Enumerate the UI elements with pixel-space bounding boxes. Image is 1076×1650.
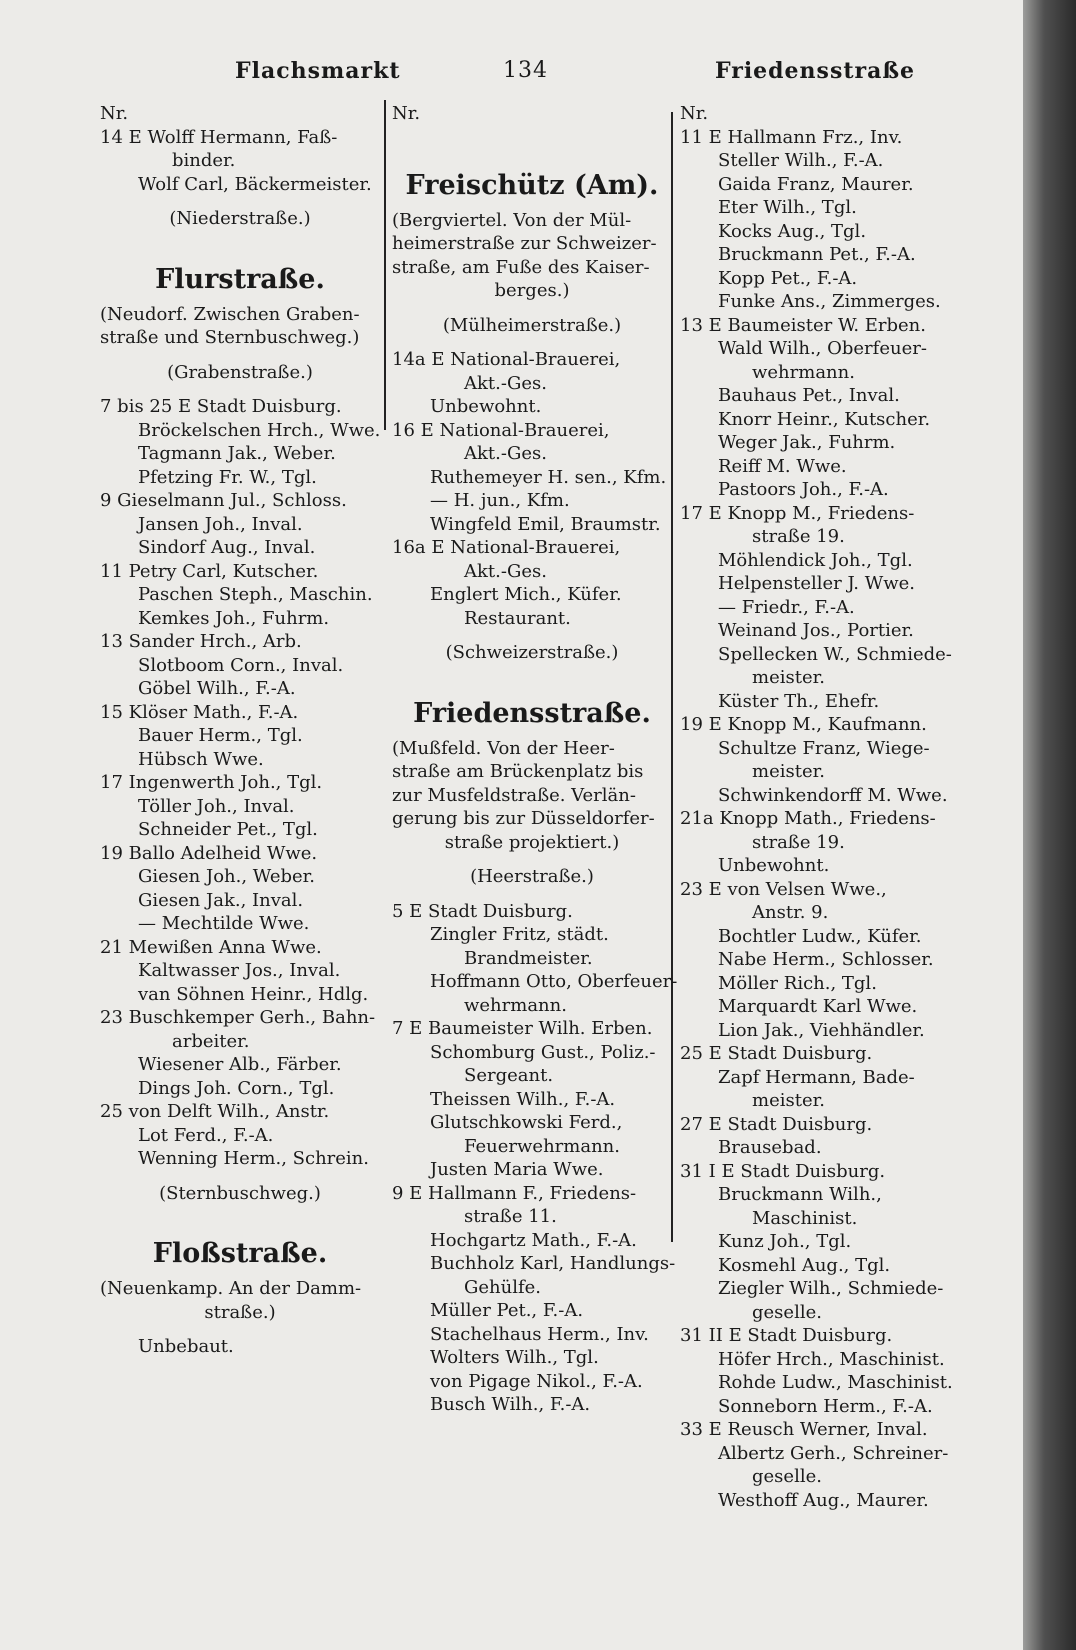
directory-entry: straße 19.: [752, 526, 845, 547]
directory-entry: Sergeant.: [464, 1065, 554, 1086]
directory-entry: Stachelhaus Herm., Inv.: [430, 1323, 649, 1345]
directory-entry: Slotboom Corn., Inval.: [138, 654, 344, 676]
directory-entry: 23 Buschkemper Gerh., Bahn-: [100, 1007, 376, 1028]
directory-entry: — Mechtilde Wwe.: [138, 913, 310, 934]
directory-entry: Wiesener Alb., Färber.: [138, 1054, 342, 1075]
directory-entry: 11 E Hallmann Frz., Inv.: [680, 126, 903, 148]
directory-entry: Knorr Heinr., Kutscher.: [718, 408, 931, 430]
directory-entry: Maschinist.: [752, 1207, 858, 1229]
directory-entry: 7 bis 25 E Stadt Duisburg.: [100, 396, 342, 417]
directory-entry: Anstr. 9.: [752, 902, 829, 923]
directory-entry: straße 19.: [752, 831, 845, 853]
page-header: [0, 58, 1023, 98]
directory-entry: Buchholz Karl, Handlungs-: [430, 1253, 676, 1274]
directory-entry: Akt.-Ges.: [464, 443, 547, 464]
directory-entry: Lion Jak., Viehhändler.: [718, 1019, 925, 1041]
directory-entry: Schwinkendorff M. Wwe.: [718, 784, 948, 806]
directory-entry: straße 11.: [464, 1206, 557, 1227]
directory-entry: Schultze Franz, Wiege-: [718, 737, 930, 759]
book-binding-edge: [1023, 0, 1076, 1650]
directory-entry: meister.: [752, 1090, 825, 1111]
directory-entry: meister.: [752, 667, 825, 688]
spacer: [100, 1205, 380, 1231]
directory-entry: 5 E Stadt Duisburg.: [392, 900, 573, 922]
spacer: [100, 196, 380, 207]
directory-entry: Kopp Pet., F.-A.: [718, 267, 858, 289]
directory-entry: Westhoff Aug., Maurer.: [718, 1489, 929, 1511]
directory-entry: 16 E National-Brauerei,: [392, 419, 610, 441]
header-left-street: Flachsmarkt: [235, 58, 401, 84]
directory-entry: Unbewohnt.: [430, 396, 542, 417]
spacer: [392, 303, 672, 314]
directory-entry: Töller Joh., Inval.: [138, 795, 295, 817]
directory-entry: Unbewohnt.: [718, 855, 830, 876]
directory-entry: (Bergviertel. Von der Mül-: [392, 209, 632, 231]
directory-entry: Rohde Ludw., Maschinist.: [718, 1372, 953, 1393]
directory-entry: Nr.: [100, 103, 129, 124]
street-heading: Freischütz (Am).: [405, 169, 659, 201]
directory-entry: Bruckmann Pet., F.-A.: [718, 244, 916, 265]
directory-entry: Kemkes Joh., Fuhrm.: [138, 607, 330, 629]
directory-entry: Brandmeister.: [464, 947, 593, 969]
directory-entry: Sonneborn Herm., F.-A.: [718, 1395, 933, 1417]
street-heading: Flurstraße.: [155, 263, 325, 295]
street-heading: Floßstraße.: [152, 1238, 328, 1269]
street-note: (Niederstraße.): [169, 208, 311, 229]
directory-entry: Pastoors Joh., F.-A.: [718, 479, 889, 500]
directory-entry: 21 Mewißen Anna Wwe.: [100, 936, 322, 958]
directory-entry: Göbel Wilh., F.-A.: [138, 678, 296, 699]
directory-entry: Weger Jak., Fuhrm.: [718, 432, 896, 453]
directory-entry: Nr.: [392, 103, 421, 124]
directory-entry: 33 E Reusch Werner, Inval.: [680, 1419, 928, 1440]
directory-entry: Ziegler Wilh., Schmiede-: [718, 1278, 944, 1299]
directory-entry: Nabe Herm., Schlosser.: [718, 949, 934, 970]
directory-entry: Marquardt Karl Wwe.: [718, 996, 918, 1017]
directory-entry: Wingfeld Emil, Braumstr.: [430, 513, 661, 535]
directory-entry: von Pigage Nikol., F.-A.: [430, 1370, 643, 1392]
directory-entry: 31 I E Stadt Duisburg.: [680, 1160, 886, 1182]
directory-entry: (Neudorf. Zwischen Graben-: [100, 303, 360, 325]
header-right-street: Friedensstraße: [715, 58, 916, 84]
directory-entry: Hochgartz Math., F.-A.: [430, 1229, 637, 1251]
directory-entry: Ruthemeyer H. sen., Kfm.: [430, 466, 667, 488]
directory-entry: Bruckmann Wilh.,: [718, 1184, 882, 1205]
directory-entry: Schneider Pet., Tgl.: [138, 819, 318, 840]
column-divider-left: [384, 100, 386, 430]
directory-entry: Reiff M. Wwe.: [718, 455, 847, 477]
directory-entry: 19 E Knopp M., Kaufmann.: [680, 714, 927, 735]
directory-entry: wehrmann.: [752, 361, 855, 383]
directory-entry: Bauhaus Pet., Inval.: [718, 385, 900, 406]
directory-entry: Lot Ferd., F.-A.: [138, 1124, 274, 1146]
directory-entry: Höfer Hrch., Maschinist.: [718, 1348, 945, 1370]
directory-entry: Wolf Carl, Bäckermeister.: [138, 173, 372, 195]
directory-entry: Wolters Wilh., Tgl.: [430, 1347, 599, 1368]
directory-entry: arbeiter.: [172, 1030, 250, 1052]
directory-entry: Spellecken W., Schmiede-: [718, 643, 952, 665]
directory-entry: Busch Wilh., F.-A.: [430, 1394, 591, 1415]
directory-entry: binder.: [172, 150, 236, 171]
directory-entry: Zapf Hermann, Bade-: [718, 1066, 915, 1088]
street-note: straße projektiert.): [444, 831, 620, 853]
spacer: [100, 1324, 380, 1335]
directory-entry: Funke Ans., Zimmerges.: [718, 291, 941, 312]
directory-entry: 31 II E Stadt Duisburg.: [680, 1325, 893, 1346]
directory-entry: Dings Joh. Corn., Tgl.: [138, 1077, 335, 1099]
directory-entry: Nr.: [680, 103, 709, 124]
directory-entry: Giesen Joh., Weber.: [138, 866, 316, 887]
directory-entry: 14 E Wolff Hermann, Faß-: [100, 126, 338, 148]
street-note: (Schweizerstraße.): [445, 642, 619, 663]
directory-entry: Müller Pet., F.-A.: [430, 1300, 584, 1321]
directory-entry: Brausebad.: [718, 1137, 822, 1158]
street-heading: Friedensstraße.: [413, 697, 651, 729]
spacer: [392, 889, 672, 900]
directory-entry: 17 Ingenwerth Joh., Tgl.: [100, 772, 323, 793]
directory-entry: Restaurant.: [464, 607, 571, 629]
directory-entry: Bröckelschen Hrch., Wwe.: [138, 419, 381, 441]
directory-entry: meister.: [752, 761, 825, 782]
page-number: 134: [503, 58, 548, 83]
directory-entry: Helpensteller J. Wwe.: [718, 573, 916, 594]
directory-entry: 23 E von Velsen Wwe.,: [680, 878, 887, 900]
directory-column-3: [680, 102, 965, 1512]
directory-entry: Eter Wilh., Tgl.: [718, 197, 857, 218]
directory-entry: Wenning Herm., Schrein.: [138, 1148, 369, 1169]
spacer: [100, 350, 380, 361]
directory-entry: Pfetzing Fr. W., Tgl.: [138, 466, 317, 488]
directory-entry: Akt.-Ges.: [464, 372, 547, 394]
directory-entry: Gaida Franz, Maurer.: [718, 173, 914, 195]
directory-entry: Justen Maria Wwe.: [430, 1159, 604, 1180]
directory-column-2: [392, 102, 678, 1417]
directory-entry: Paschen Steph., Maschin.: [138, 584, 373, 605]
directory-entry: 14a E National-Brauerei,: [392, 349, 621, 370]
directory-entry: Kocks Aug., Tgl.: [718, 220, 867, 242]
directory-entry: Englert Mich., Küfer.: [430, 584, 622, 605]
directory-column-1: [100, 102, 380, 1359]
spacer: [392, 152, 672, 163]
directory-entry: Küster Th., Ehefr.: [718, 690, 880, 712]
directory-entry: geselle.: [752, 1301, 822, 1323]
directory-entry: 25 E Stadt Duisburg.: [680, 1043, 873, 1064]
directory-entry: Giesen Jak., Inval.: [138, 889, 304, 911]
spacer: [100, 231, 380, 257]
directory-entry: Theissen Wilh., F.-A.: [430, 1088, 616, 1110]
directory-entry: Gehülfe.: [464, 1276, 542, 1298]
directory-entry: 21a Knopp Math., Friedens-: [680, 808, 936, 829]
directory-entry: 13 E Baumeister W. Erben.: [680, 314, 926, 336]
directory-entry: Schomburg Gust., Poliz.-: [430, 1041, 656, 1063]
directory-entry: 17 E Knopp M., Friedens-: [680, 502, 915, 524]
directory-entry: Hoffmann Otto, Oberfeuer-: [430, 971, 678, 992]
directory-entry: gerung bis zur Düsseldorfer-: [392, 808, 655, 829]
directory-entry: Tagmann Jak., Weber.: [138, 443, 336, 464]
street-note: (Mülheimerstraße.): [442, 314, 622, 336]
directory-entry: 27 E Stadt Duisburg.: [680, 1113, 873, 1135]
directory-entry: Weinand Jos., Portier.: [718, 620, 914, 641]
directory-entry: Albertz Gerh., Schreiner-: [718, 1442, 949, 1464]
spacer: [100, 384, 380, 395]
directory-entry: 11 Petry Carl, Kutscher.: [100, 560, 319, 582]
directory-entry: — H. jun., Kfm.: [430, 490, 570, 511]
directory-entry: — Friedr., F.-A.: [718, 596, 855, 618]
directory-entry: Hübsch Wwe.: [138, 748, 264, 770]
directory-entry: wehrmann.: [464, 994, 567, 1016]
directory-entry: Bochtler Ludw., Küfer.: [718, 925, 922, 947]
directory-entry: Steller Wilh., F.-A.: [718, 150, 884, 171]
directory-entry: Kunz Joh., Tgl.: [718, 1231, 852, 1252]
directory-entry: 13 Sander Hrch., Arb.: [100, 631, 302, 652]
directory-entry: 15 Klöser Math., F.-A.: [100, 701, 299, 723]
directory-entry: Zingler Fritz, städt.: [430, 924, 609, 945]
directory-entry: geselle.: [752, 1466, 822, 1487]
directory-entry: Möller Rich., Tgl.: [718, 972, 877, 994]
directory-entry: Kaltwasser Jos., Inval.: [138, 960, 341, 981]
street-note: (Heerstraße.): [470, 866, 594, 887]
directory-entry: straße und Sternbuschweg.): [100, 327, 360, 348]
directory-entry: straße am Brückenplatz bis: [392, 761, 644, 782]
directory-entry: (Neuenkamp. An der Damm-: [100, 1278, 362, 1299]
spacer: [392, 337, 672, 348]
directory-entry: heimerstraße zur Schweizer-: [392, 233, 657, 254]
spacer: [392, 854, 672, 865]
directory-entry: van Söhnen Heinr., Hdlg.: [138, 983, 369, 1005]
directory-entry: Wald Wilh., Oberfeuer-: [718, 338, 927, 359]
directory-entry: Bauer Herm., Tgl.: [138, 725, 303, 746]
directory-entry: Möhlendick Joh., Tgl.: [718, 549, 913, 571]
street-note: (Grabenstraße.): [167, 361, 313, 383]
directory-entry: 9 E Hallmann F., Friedens-: [392, 1182, 637, 1204]
directory-entry: Unbebaut.: [138, 1336, 234, 1357]
directory-entry: zur Musfeldstraße. Verlän-: [392, 784, 636, 806]
directory-entry: 16a E National-Brauerei,: [392, 537, 621, 558]
directory-entry: 9 Gieselmann Jul., Schloss.: [100, 490, 347, 511]
spacer: [392, 126, 672, 152]
spacer: [100, 1171, 380, 1182]
street-note: berges.): [494, 280, 570, 301]
directory-entry: Jansen Joh., Inval.: [138, 513, 303, 535]
directory-entry: Feuerwehrmann.: [464, 1135, 620, 1157]
directory-entry: 19 Ballo Adelheid Wwe.: [100, 842, 318, 864]
directory-entry: Sindorf Aug., Inval.: [138, 537, 316, 558]
directory-entry: straße, am Fuße des Kaiser-: [392, 256, 650, 278]
directory-entry: 7 E Baumeister Wilh. Erben.: [392, 1018, 653, 1039]
directory-entry: Glutschkowski Ferd.,: [430, 1112, 623, 1133]
directory-entry: Akt.-Ges.: [464, 560, 547, 582]
street-note: (Sternbuschweg.): [159, 1182, 321, 1204]
spacer: [392, 665, 672, 691]
spacer: [392, 630, 672, 641]
directory-entry: 25 von Delft Wilh., Anstr.: [100, 1101, 330, 1122]
directory-entry: (Mußfeld. Von der Heer-: [392, 737, 615, 759]
street-note: straße.): [204, 1301, 276, 1323]
directory-entry: Kosmehl Aug., Tgl.: [718, 1254, 891, 1276]
